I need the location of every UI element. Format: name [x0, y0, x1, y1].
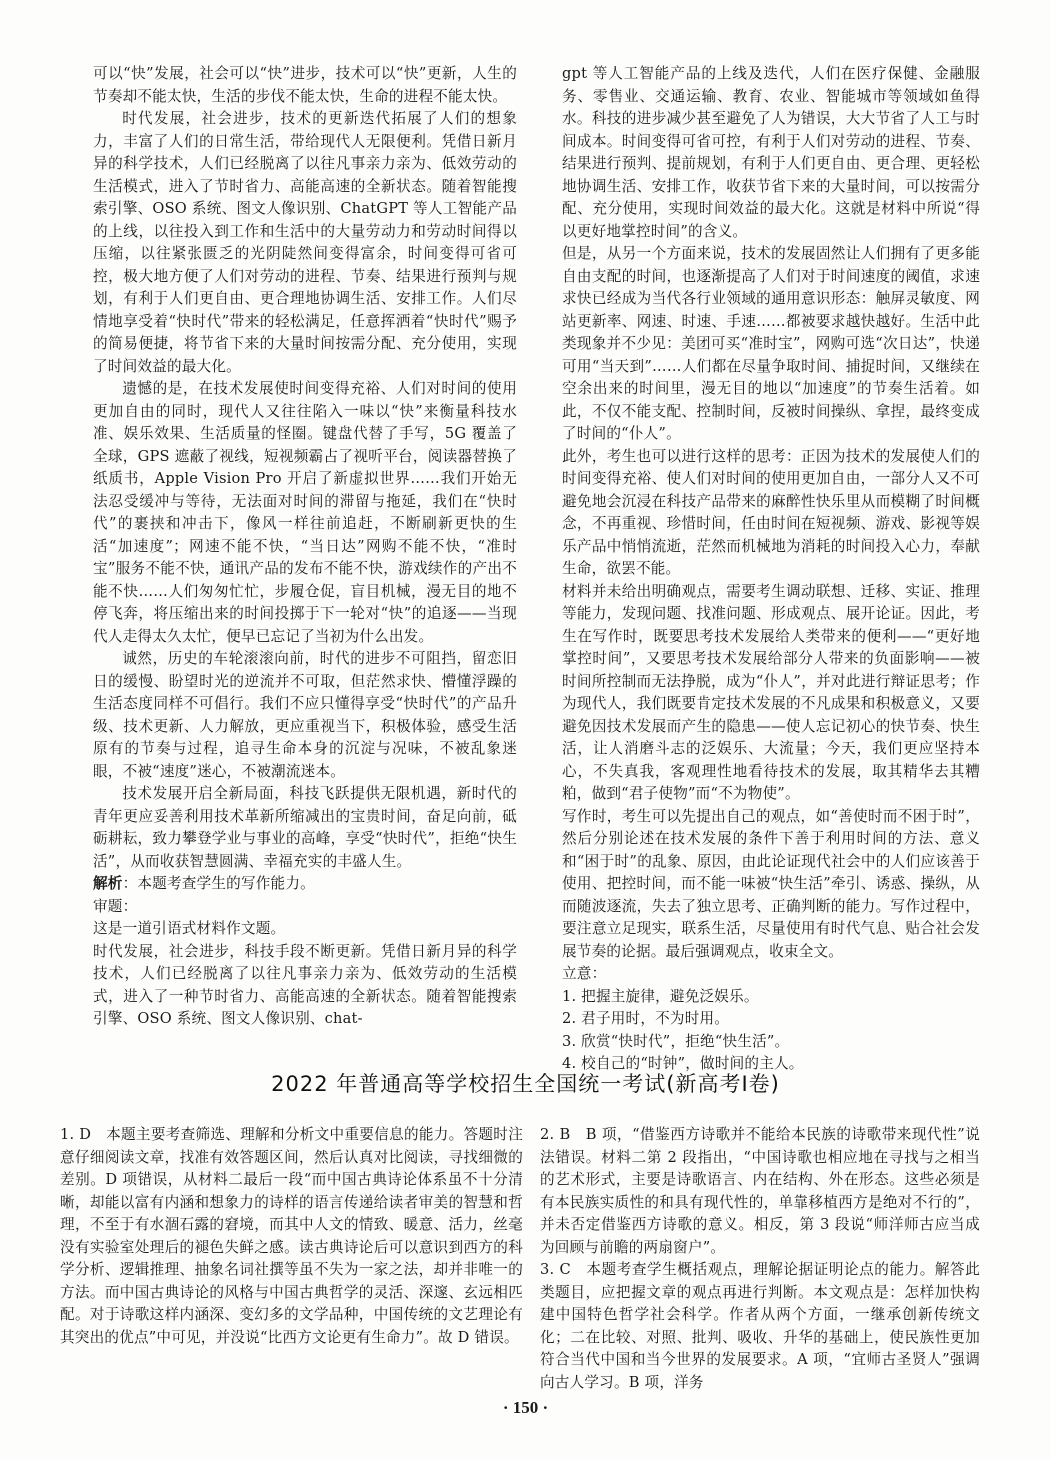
answer-item: 2. B B 项，“借鉴西方诗歌并不能给本民族的诗歌带来现代性”说法错误。材料二第 2 段指出，“中国诗歌也相应地在寻找与之相当的艺术形式，主要是诗歌语言、内在结构、外在形态。这些必须是有本民族实质性的和具有现代性的，单靠移植西方是绝对不行的”，并未否定借鉴西方诗歌的意义。相反，第 3 段说“师洋师古应当成为回顾与前瞻的两扇窗户”。	[540, 1126, 980, 1256]
paragraph: 可以“快”发展，社会可以“快”进步，技术可以“快”更新，人生的节奏却不能太快，生活的步伐不能太快，生命的进程不能太快。	[93, 65, 517, 105]
list-heading: 立意：	[562, 965, 607, 982]
analysis-label: 解析	[93, 875, 123, 892]
paragraph: 技术发展开启全新局面，科技飞跃提供无限机遇，新时代的青年更应妥善利用技术革新所缩减出的宝贵时间，奋足向前，砥砺耕耘，致力攀登学业与事业的高峰，享受“快时代”，拒绝“快生活”，从而收获智慧圆满、幸福充实的丰盛人生。	[93, 785, 517, 870]
list-item: 1. 把握主旋律，避免泛娱乐。	[562, 987, 759, 1005]
analysis-line	[93, 873, 517, 896]
list-item: 4. 校自己的“时钟”，做时间的主人。	[562, 1055, 804, 1072]
paragraph: 时代发展，社会进步，科技手段不断更新。凭借日新月异的科学技术，人们已经脱离了以往凡事亲力亲为、低效劳动的生活模式，进入了一种节时省力、高能高速的全新状态。随着智能搜索引擎、OSO 系统、图文人像识别、chat-	[93, 942, 517, 1027]
analysis-text: ：本题考查学生的写作能力。	[122, 875, 315, 892]
answers-right-column	[540, 1124, 980, 1394]
list-item: 3. 欣赏“快时代”，拒绝“快生活”。	[562, 1032, 790, 1050]
paragraph: 此外，考生也可以进行这样的思考：正因为技术的发展使人们的时间变得充裕、使人们对时间的使用更加自由，一部分人又不可避免地会沉浸在科技产品带来的麻醉性快乐里从而模糊了时间概念，不再重视、珍惜时间，任由时间在短视频、游戏、影视等娱乐产品中悄悄流逝，茫然而机械地为消耗的时间投入心力，奉献生命，欲罢不能。	[562, 447, 980, 577]
paragraph: 遗憾的是，在技术发展使时间变得充裕、人们对时间的使用更加自由的同时，现代人又往往陷入一味以“快”来衡量科技水准、娱乐效果、生活质量的怪圈。键盘代替了手写，5G 覆盖了全球，GPS 遮蔽了视线，短视频霸占了视听平台，阅读器替换了纸质书，Apple Vision Pro 开启了新虚拟世界……我们开始无法忍受缓冲与等待，无法面对时间的滞留与拖延，我们在“快时代”的裹挟和冲击下，像风一样往前追赶，不断刷新更快的生活“加速度”；网速不能不快，“当日达”网购不能不快，“准时宝”服务不能不快，通讯产品的发布不能不快，游戏续作的产出不能不快……人们匆匆忙忙，步履仓促，盲目机械，漫无目的地不停飞奔，将压缩出来的时间投掷于下一轮对“快”的追逐——当现代人走得太久太忙，便早已忘记了当初为什么出发。	[93, 380, 517, 645]
page-number: · 150 ·	[502, 1398, 549, 1417]
paragraph: gpt 等人工智能产品的上线及迭代，人们在医疗保健、金融服务、零售业、交通运输、教育、农业、智能城市等领域如鱼得水。科技的进步减少甚至避免了人为错误，大大节省了人工与时间成本。时间变得可省可控，有利于人们对劳动的进程、节奏、结果进行预判、提前规划，有利于人们更自由、更合理、更轻松地协调生活、安排工作，收获节省下来的大量时间，可以按需分配、充分使用，实现时间效益的最大化。这就是材料中所说“得以更好地掌控时间”的含义。	[562, 65, 980, 240]
list-item: 2. 君子用时，不为时用。	[562, 1010, 730, 1027]
paragraph: 这是一道引语式材料作文题。	[93, 920, 286, 937]
paragraph: 时代发展，社会进步，技术的更新迭代拓展了人们的想象力，丰富了人们的日常生活，带给现代人无限便利。凭借日新月异的科学技术，人们已经脱离了以往凡事亲力亲为、低效劳动的生活模式，进入了节时省力、高能高速的全新状态。随着智能搜索引擎、OSO 系统、图文人像识别、ChatGPT 等人工智能产品的上线，以往投入到工作和生活中的大量劳动力和劳动时间得以压缩，以往紧张匮乏的光阴陡然间变得富余，时间变得可省可控，极大地方便了人们对劳动的进程、节奏、结果进行预判与规划，有利于人们更自由、更合理地协调生活、安排工作。人们尽情地享受着“快时代”带来的轻松满足，任意挥洒着“快时代”赐予的简易便捷，将节省下来的大量时间按需分配、充分使用，实现了时间效益的最大化。	[93, 110, 517, 375]
paragraph: 但是，从另一个方面来说，技术的发展固然让人们拥有了更多能自由支配的时间，也逐渐提高了人们对于时间速度的阈值，求速求快已经成为当代各行业领域的通用意识形态：触屏灵敏度、网站更新率、网速、时速、手速……都被要求越快越好。生活中此类现象并不少见：美团可买“准时宝”，网购可选“次日达”，快递可用“当天到”……人们都在尽量争取时间、捕捉时间，又继续在空余出来的时间里，漫无目的地以“加速度”的节奏生活着。如此，不仅不能支配、控制时间，反被时间操纵、拿捏，最终变成了时间的“仆人”。	[562, 245, 980, 442]
exam-title: 2022 年普通高等学校招生全国统一考试(新高考Ⅰ卷)	[271, 1072, 780, 1096]
paragraph: 诚然，历史的车轮滚滚向前，时代的进步不可阻挡，留恋旧日的缓慢、盼望时光的逆流并不可取，但茫然求快、懵懂浮躁的生活态度同样不可倡行。我们不应只懂得享受“快时代”的产品升级、技术更新、人力解放，更应重视当下，积极体验，感受生活原有的节奏与过程，追寻生命本身的沉淀与况味，不被乱象迷眼，不被“速度”迷心，不被潮流迷本。	[93, 650, 517, 780]
right-column	[562, 63, 980, 1076]
paragraph: 审题：	[93, 897, 138, 915]
left-column	[93, 63, 517, 1031]
answer-item: 3. C 本题考查学生概括观点，理解论据证明论点的能力。解答此类题目，应把握文章的观点再进行判断。本文观点是：怎样加快构建中国特色哲学社会科学。作者从两个方面，一继承创新传统文化；二在比较、对照、批判、吸收、升华的基础上，使民族性更加符合当代中国和当今世界的发展要求。A 项，“宜师古圣贤人”强调向古人学习。B 项，洋务	[540, 1261, 980, 1391]
paragraph: 材料并未给出明确观点，需要考生调动联想、迁移、实证、推理等能力，发现问题、找准问题、形成观点、展开论证。因此，考生在写作时，既要思考技术发展给人类带来的便利——“更好地掌控时间”，又要思考技术发展给部分人带来的负面影响——被时间所控制而无法挣脱，成为“仆人”，并对此进行辩证思考；作为现代人，我们既要肯定技术发展的不凡成果和积极意义，又要避免因技术发展而产生的隐患——使人忘记初心的快节奏、快生活，让人消磨斗志的泛娱乐、大流量；今天，我们更应坚持本心，不失真我，客观理性地看待技术的发展，取其精华去其糟粕，做到“君子使物”而“不为物使”。	[562, 582, 980, 802]
answer-item: 1. D 本题主要考查筛选、理解和分析文中重要信息的能力。答题时注意仔细阅读文章，找准有效答题区间，然后认真对比阅读，寻找细微的差别。D 项错误，从材料二最后一段“而中国古典诗论体系虽不十分清晰，却能以富有内涵和想象力的诗样的语言传递给读者审美的智慧和哲理，不至于有水涸石露的窘境，而其中人文的情致、暖意、活力，丝毫没有实验室处理后的褪色失鲜之感。读古典诗论后可以意识到西方的科学分析、逻辑推理、抽象名词社撰等虽不失为一家之法，却并非唯一的方法。而中国古典诗论的风格与中国古典哲学的灵活、深邃、玄远相匹配。对于诗歌这样内涵深、变幻多的文学品种，中国传统的文艺理论有其突出的优点”中可见，并没说“比西方文论更有生命力”。故 D 错误。	[60, 1126, 523, 1346]
paragraph: 写作时，考生可以先提出自己的观点，如“善使时而不困于时”，然后分别论述在技术发展的条件下善于利用时间的方法、意义和“困于时”的乱象、原因，由此论证现代社会中的人们应该善于使用、把控时间，而不能一味被“快生活”牵引、诱惑、操纵，从而随波逐流，失去了独立思考、正确判断的能力。写作过程中，要注意立足现实，联系生活，尽量使用有时代气息、贴合社会发展节奏的论据。最后强调观点，收束全文。	[562, 807, 980, 960]
answers-left-column	[60, 1124, 523, 1349]
